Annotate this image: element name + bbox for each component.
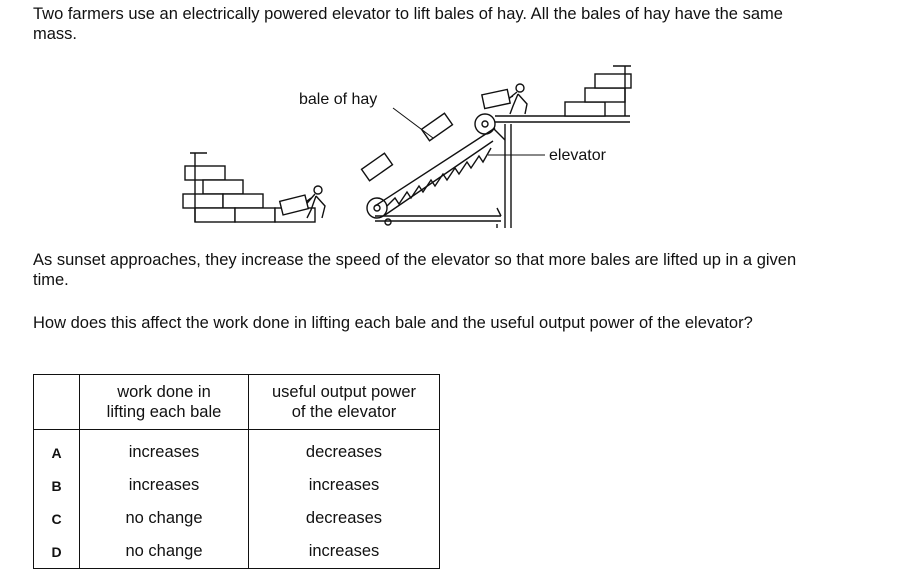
header-power-line1: useful output power [271,383,416,401]
right-bale-stack [565,66,631,116]
header-power-line2: of the elevator [291,403,397,421]
option-row-a[interactable] [34,430,440,470]
answer-options-table [33,374,440,569]
header-key-cell [34,375,80,430]
header-work-done [80,375,249,430]
option-row-d[interactable] [34,535,440,569]
work-done-value: no change [80,535,249,569]
top-platform [495,116,630,122]
work-done-value: no change [80,502,249,535]
bale-label: bale of hay [299,91,378,108]
output-power-value: increases [249,535,440,569]
option-key[interactable]: C [34,502,80,535]
question-context: As sunset approaches, they increase the speed of the elevator so that more bales are lifted up in a given time. [33,251,797,289]
option-key[interactable]: D [34,535,80,569]
farmer-top [482,84,527,114]
option-row-c[interactable] [34,502,440,535]
header-output-power [249,375,440,430]
question-intro: Two farmers use an electrically powered elevator to lift bales of hay. All the bales of hay have the same mass. [33,5,783,43]
output-power-value: increases [249,469,440,502]
option-row-b[interactable] [34,469,440,502]
hay-elevator-diagram [175,58,635,233]
header-work-line1: work done in [117,383,211,401]
bale-label-pointer [393,108,433,138]
option-key[interactable]: B [34,469,80,502]
elevator-label: elevator [549,147,606,164]
question-prompt: How does this affect the work done in lifting each bale and the useful output power of the elevator? [33,314,753,332]
conveyor-bales [362,113,453,181]
header-work-line2: lifting each bale [106,403,222,421]
output-power-value: decreases [249,502,440,535]
table-header-row [34,375,440,430]
option-key[interactable]: A [34,430,80,470]
work-done-value: increases [80,469,249,502]
work-done-value: increases [80,430,249,470]
output-power-value: decreases [249,430,440,470]
